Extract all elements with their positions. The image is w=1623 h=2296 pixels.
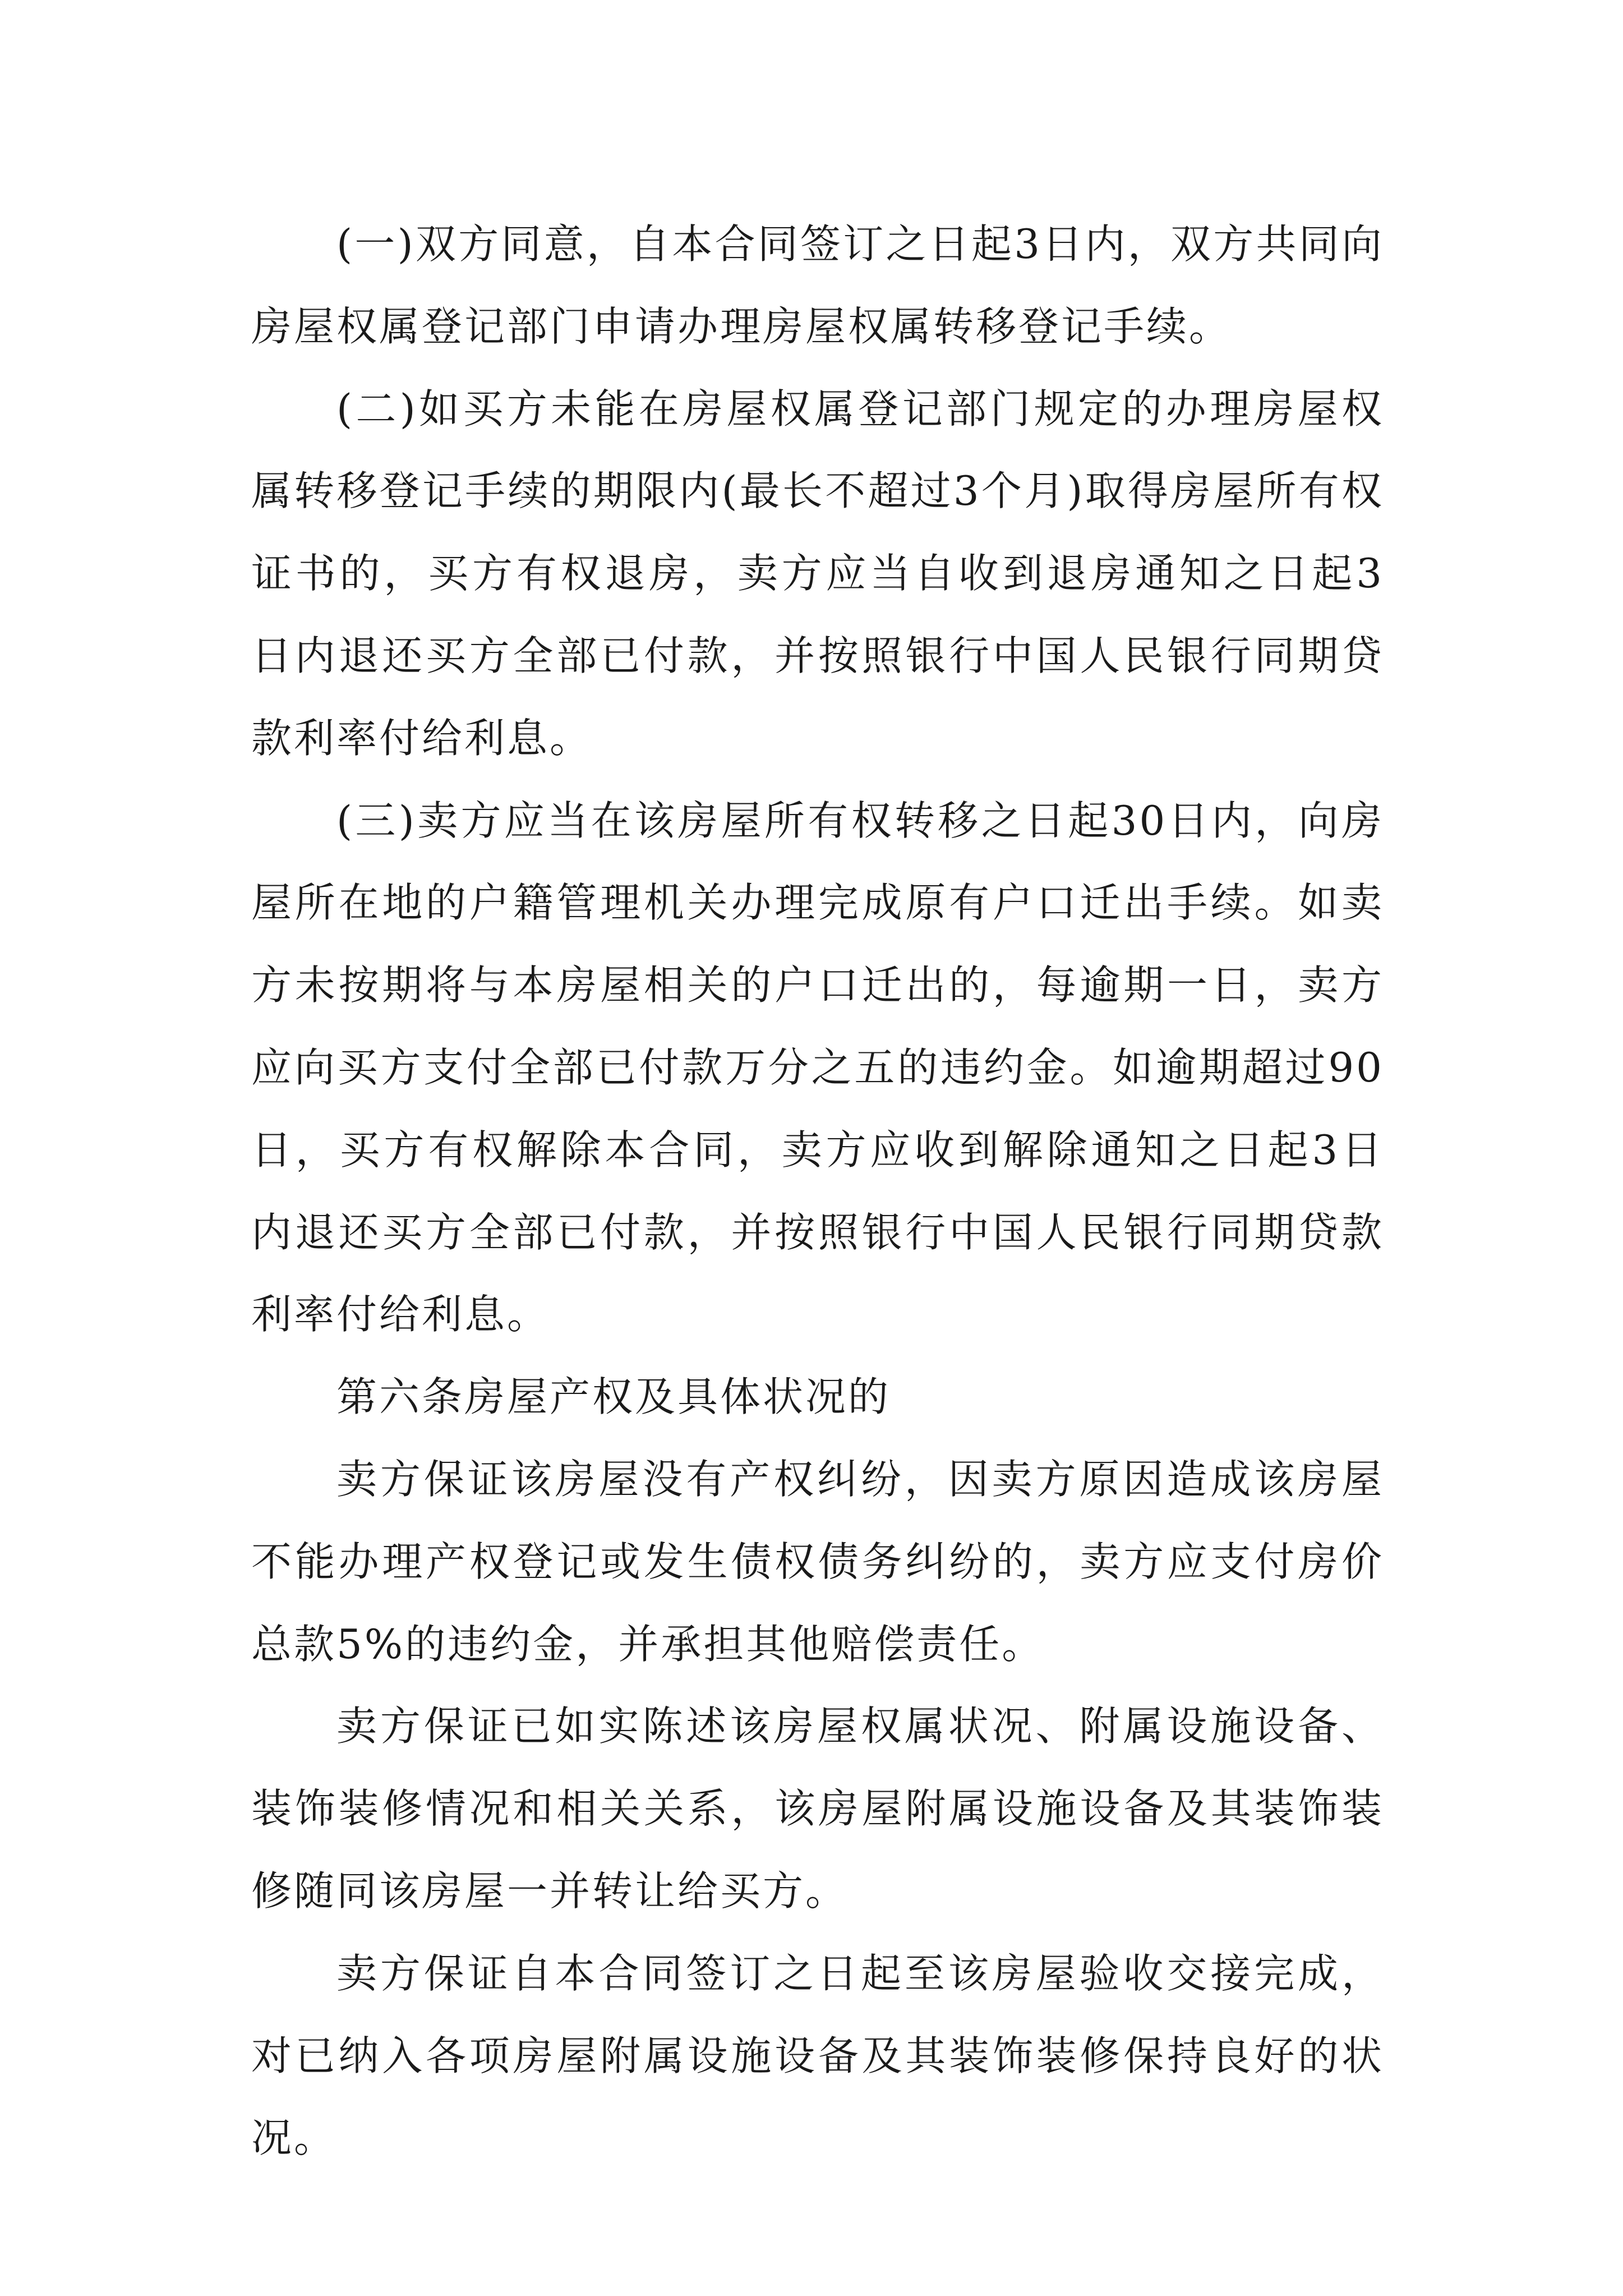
clause-paragraph-2: (二)如买方未能在房屋权属登记部门规定的办理房屋权属转移登记手续的期限内(最长不超过3个月)取得房屋所有权证书的，买方有权退房，卖方应当自收到退房通知之日起3日内退还买方全部已付款，并按照银行中国人民银行同期贷款利率付给利息。 [251,385,1384,762]
clause-paragraph-5: 卖方保证已如实陈述该房屋权属状况、附属设施设备、装饰装修情况和相关关系，该房屋附属设施设备及其装饰装修随同该房屋一并转让给买方。 [251,1703,1384,1915]
clause-paragraph-4: 卖方保证该房屋没有产权纠纷，因卖方原因造成该房屋不能办理产权登记或发生债权债务纠纷的，卖方应支付房价总款5%的违约金，并承担其他赔偿责任。 [251,1455,1384,1668]
clause-paragraph-1: (一)双方同意，自本合同签订之日起3日内，双方共同向房屋权属登记部门申请办理房屋权属转移登记手续。 [251,220,1384,350]
document-body [251,203,1384,2179]
clause-paragraph-6: 卖方保证自本合同签订之日起至该房屋验收交接完成，对已纳入各项房屋附属设施设备及其装饰装修保持良好的状况。 [251,1949,1384,2162]
article-heading: 第六条房屋产权及具体状况的 [336,1373,891,1421]
clause-paragraph-3: (三)卖方应当在该房屋所有权转移之日起30日内，向房屋所在地的户籍管理机关办理完成原有户口迁出手续。如卖方未按期将与本房屋相关的户口迁出的，每逾期一日，卖方应向买方支付全部已付款万分之五的违约金。如逾期超过90日，买方有权解除本合同，卖方应收到解除通知之日起3日内退还买方全部已付款，并按照银行中国人民银行同期贷款利率付给利息。 [251,797,1384,1338]
